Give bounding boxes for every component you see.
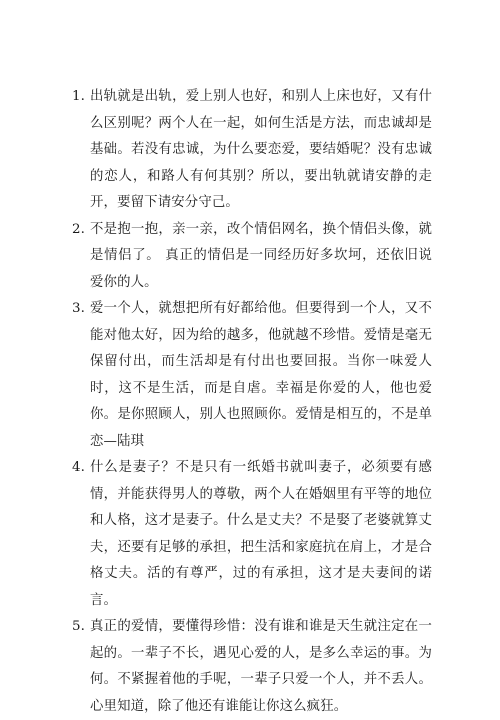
list-item [72,217,432,297]
item-number: 5. [72,619,86,634]
item-text: 什么是妻子？不是只有一纸婚书就叫妻子，必须要有感情，并能获得男人的尊敬，两个人在婚姻里有平等的地位和人格，这才是妻子。什么是丈夫？不是娶了老婆就算丈夫，还要有足够的承担，把生活和家庭抗在肩上，才是合格丈夫。活的有尊严，过的有承担，这才是夫妻间的诺言。 [90,460,432,608]
list-item [72,84,432,217]
item-text: 出轨就是出轨，爱上别人也好，和别人上床也好，又有什么区别呢？两个人在一起，如何生活是方法，而忠诚却是基础。若没有忠诚，为什么要恋爱，要结婚呢？没有忠诚的恋人，和路人有何其别？所以，要出轨就请安静的走开，要留下请安分守己。 [90,89,432,210]
item-text: 爱一个人，就想把所有好都给他。但要得到一个人，又不能对他太好，因为给的越多，他就越不珍惜。爱情是毫无保留付出，而生活却是有付出也要回报。当你一味爱人时，这不是生活，而是自虐。幸福是你爱的人，他也爱你。是你照顾人，别人也照顾你。爱情是相互的，不是单恋—陆琪 [90,301,432,449]
item-number: 1. [72,89,86,104]
item-number: 4. [72,460,86,475]
list-item [72,455,432,614]
numbered-list [72,84,432,720]
item-number: 2. [72,221,86,237]
item-number: 3. [72,301,86,316]
item-text: 真正的爱情，要懂得珍惜：没有谁和谁是天生就注定在一起的。一辈子不长，遇见心爱的人，是多么幸运的事。为何。不紧握着他的手呢，一辈子只爱一个人，并不丢人。心里知道，除了他还有谁能让你这么疯狂。 [90,619,432,714]
list-item [72,614,432,720]
list-item [72,296,432,455]
item-text: 不是抱一抱，亲一亲，改个情侣网名，换个情侣头像，就是情侣了。 真正的情侣是一同经历好多坎坷，还依旧说爱你的人。 [90,221,432,290]
